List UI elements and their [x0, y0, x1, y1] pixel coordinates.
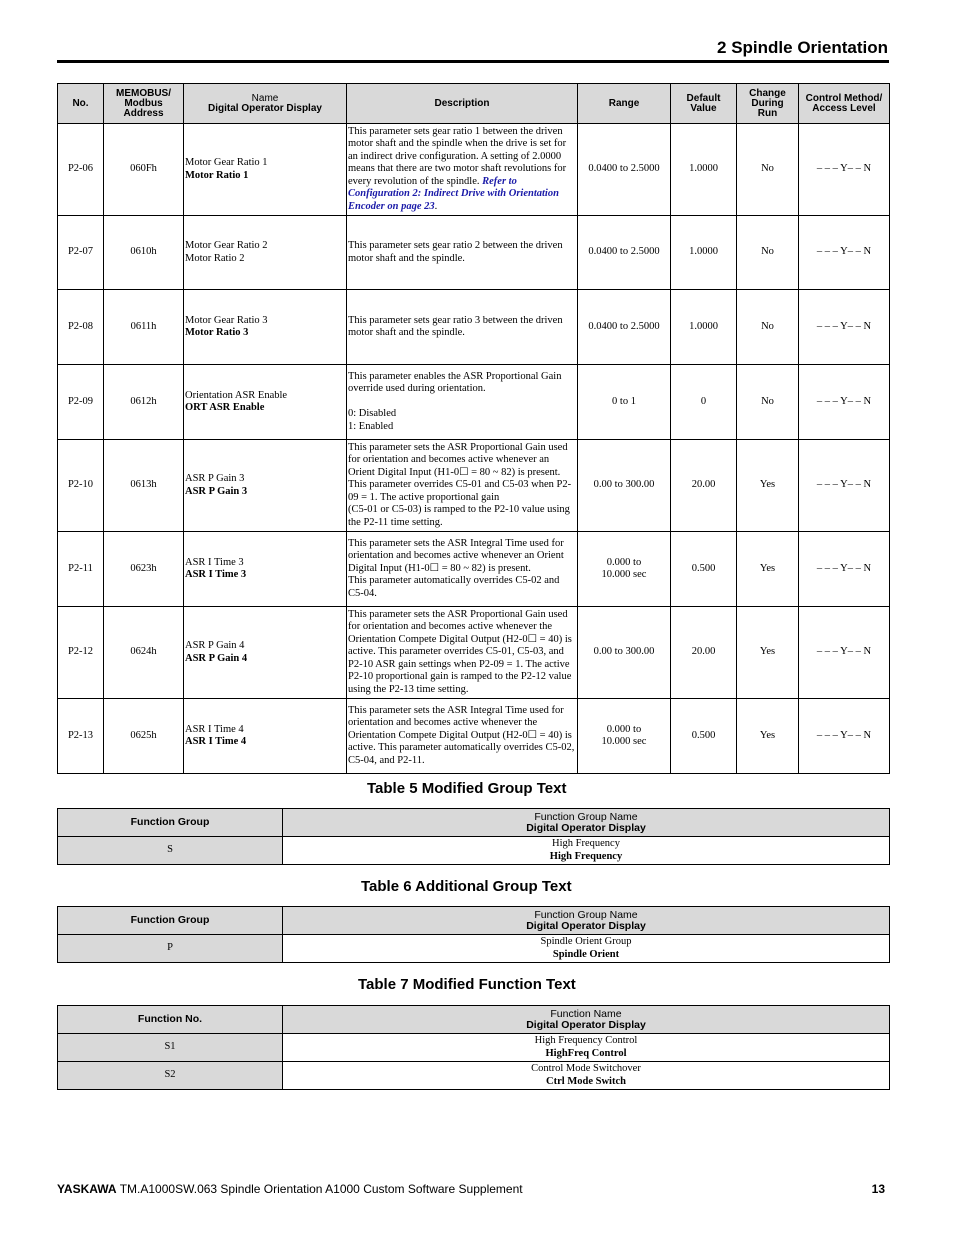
header-range: Range — [578, 84, 671, 124]
param-name-cell — [184, 607, 347, 699]
param-default: 20.00 — [671, 607, 737, 699]
header-description: Description — [347, 84, 578, 124]
param-row — [58, 124, 890, 216]
table7-name: High Frequency Control — [534, 1035, 638, 1046]
header-change: Change During Run — [737, 84, 799, 124]
table7-key: S1 — [58, 1034, 283, 1062]
param-display: ASR I Time 4 — [185, 736, 247, 747]
param-name: Motor Gear Ratio 3 — [185, 314, 268, 326]
param-row — [58, 365, 890, 440]
table6-display: Spindle Orient — [552, 948, 620, 960]
param-description — [347, 532, 578, 607]
table7-display: Ctrl Mode Switch — [546, 1075, 626, 1087]
param-control-method: – – – Y– – N — [799, 290, 890, 365]
param-number: P2-09 — [58, 365, 104, 440]
param-name: ASR P Gain 4 — [185, 640, 245, 652]
param-default: 0.500 — [671, 699, 737, 774]
table6-name: Spindle Orient Group — [540, 936, 632, 947]
table5-name-cell — [283, 837, 890, 865]
param-name: Motor Gear Ratio 1 — [185, 157, 268, 169]
param-address: 0613h — [104, 440, 184, 532]
param-number: P2-11 — [58, 532, 104, 607]
param-control-method: – – – Y– – N — [799, 440, 890, 532]
table5-key: S — [58, 837, 283, 865]
param-display: ASR P Gain 4 — [185, 652, 248, 664]
param-name-cell — [184, 699, 347, 774]
param-name: Orientation ASR Enable — [185, 389, 288, 401]
param-name: ASR P Gain 3 — [185, 473, 245, 485]
table5-display: High Frequency — [549, 850, 623, 862]
param-desc-text: This parameter sets the ASR Integral Time used for orientation and becomes active whenever an Orient Digital Input (H1-0☐ = 80 ~ 82) is present. This parameter automatically overrides C5-02 and C5-04. — [348, 537, 564, 599]
param-name-cell — [184, 216, 347, 290]
table6-header-name: Function Group Name Digital Operator Display — [283, 907, 890, 935]
param-number: P2-10 — [58, 440, 104, 532]
param-desc-text: This parameter enables the ASR Proportional Gain override used during orientation. 0: Disabled 1: Enabled — [348, 370, 562, 432]
param-desc-text: This parameter sets the ASR Proportional Gain used for orientation and becomes active whenever the Orientation Compete Digital Output (H2-0☐ = 40) is active. This parameter overrides C5-01, C5-03, and P2-10 ASR gain settings when P2-09 = 1. The active P2-10 proportional gain is ramped to the P2-12 value using the P2-13 time setting. — [348, 609, 572, 695]
param-range: 0.00 to 300.00 — [578, 440, 671, 532]
title-rule — [57, 60, 889, 63]
param-control-method: – – – Y– – N — [799, 699, 890, 774]
header-default: Default Value — [671, 84, 737, 124]
param-description — [347, 216, 578, 290]
section-title: 2 Spindle Orientation — [717, 38, 888, 57]
param-desc-text: This parameter sets gear ratio 1 between the driven motor shaft and the spindle when the drive is set for an indirect drive configuration. A setting of 2.0000 means that there are two motor shaft revolutions for every revolution of the spindle. — [348, 126, 567, 187]
param-number: P2-12 — [58, 607, 104, 699]
param-change-during-run: Yes — [737, 532, 799, 607]
table7-header-name: Function Name Digital Operator Display — [283, 1006, 890, 1034]
param-address: 0624h — [104, 607, 184, 699]
param-default: 1.0000 — [671, 216, 737, 290]
param-control-method: – – – Y– – N — [799, 124, 890, 216]
param-range: 0.0400 to 2.5000 — [578, 216, 671, 290]
param-address: 0623h — [104, 532, 184, 607]
param-address: 060Fh — [104, 124, 184, 216]
param-change-during-run: Yes — [737, 607, 799, 699]
param-name: ASR I Time 4 — [185, 723, 244, 735]
table5-caption: Table 5 Modified Group Text — [367, 780, 567, 797]
header-control: Control Method/ Access Level — [799, 84, 890, 124]
param-row — [58, 699, 890, 774]
param-control-method: – – – Y– – N — [799, 365, 890, 440]
table7-display: HighFreq Control — [545, 1047, 627, 1059]
param-display: ASR I Time 3 — [185, 569, 247, 580]
header-no: No. — [58, 84, 104, 124]
param-description — [347, 290, 578, 365]
param-address: 0625h — [104, 699, 184, 774]
param-display: ASR P Gain 3 — [185, 485, 248, 497]
parameter-table — [57, 83, 890, 774]
param-number: P2-07 — [58, 216, 104, 290]
param-range: 0.0400 to 2.5000 — [578, 124, 671, 216]
param-description — [347, 365, 578, 440]
param-range: 0.00 to 300.00 — [578, 607, 671, 699]
param-name-cell — [184, 532, 347, 607]
table7-name-cell — [283, 1062, 890, 1090]
table6-key: P — [58, 935, 283, 963]
param-row — [58, 532, 890, 607]
table6-header-group: Function Group — [58, 907, 283, 935]
param-change-during-run: No — [737, 124, 799, 216]
table7-key: S2 — [58, 1062, 283, 1090]
page-number: 13 — [871, 1182, 885, 1196]
footer-brand: YASKAWA — [57, 1182, 117, 1196]
table7-name-cell — [283, 1034, 890, 1062]
param-desc-text: This parameter sets gear ratio 2 between the driven motor shaft and the spindle. — [348, 240, 563, 264]
table6 — [57, 906, 890, 963]
table5-header-name: Function Group Name Digital Operator Display — [283, 809, 890, 837]
param-row — [58, 216, 890, 290]
param-control-method: – – – Y– – N — [799, 216, 890, 290]
param-name: Motor Gear Ratio 2 — [185, 240, 268, 252]
table7-row — [58, 1062, 890, 1090]
param-range: 0.000 to 10.000 sec — [578, 699, 671, 774]
param-control-method: – – – Y– – N — [799, 532, 890, 607]
param-row — [58, 290, 890, 365]
param-default: 0.500 — [671, 532, 737, 607]
table5 — [57, 808, 890, 865]
param-address: 0611h — [104, 290, 184, 365]
param-number: P2-13 — [58, 699, 104, 774]
param-default: 1.0000 — [671, 124, 737, 216]
table6-name-cell — [283, 935, 890, 963]
param-change-during-run: Yes — [737, 699, 799, 774]
param-change-during-run: No — [737, 216, 799, 290]
param-description — [347, 607, 578, 699]
param-range: 0 to 1 — [578, 365, 671, 440]
param-desc-tail: . — [434, 200, 438, 212]
table5-name: High Frequency — [552, 838, 620, 849]
param-desc-text: This parameter sets the ASR Proportional Gain used for orientation and becomes active whenever an Orient Digital Input (H1-0☐ = 80 ~ 82) is present. This parameter overrides C5-01 and C5-03 when P2-09 = 1. The active proportional gain (C5-01 or C5-03) is ramped to the P2-10 value using the P2-11 time setting. — [348, 442, 572, 528]
table5-row — [58, 837, 890, 865]
footer-doc-title: TM.A1000SW.063 Spindle Orientation A1000 Custom Software Supplement — [119, 1182, 523, 1196]
param-default: 20.00 — [671, 440, 737, 532]
table6-row — [58, 935, 890, 963]
param-name-cell — [184, 440, 347, 532]
param-range: 0.0400 to 2.5000 — [578, 290, 671, 365]
param-default: 1.0000 — [671, 290, 737, 365]
param-name: ASR I Time 3 — [185, 556, 244, 568]
header-memobus: MEMOBUS/ Modbus Address — [104, 84, 184, 124]
param-change-during-run: Yes — [737, 440, 799, 532]
parameter-table-header — [58, 84, 890, 124]
header-name: Name Digital Operator Display — [184, 84, 347, 124]
param-number: P2-06 — [58, 124, 104, 216]
table7-name: Control Mode Switchover — [531, 1063, 641, 1074]
param-name-cell — [184, 124, 347, 216]
param-description — [347, 124, 578, 216]
table5-header-group: Function Group — [58, 809, 283, 837]
page-footer — [57, 1182, 885, 1196]
param-display: Motor Ratio 2 — [185, 252, 245, 264]
table7 — [57, 1005, 890, 1090]
param-desc-link[interactable]: Refer to Configuration 2: Indirect Drive with Orientation Encoder on page 23 — [348, 175, 559, 212]
param-row — [58, 607, 890, 699]
table7-caption: Table 7 Modified Function Text — [358, 976, 576, 993]
param-change-during-run: No — [737, 365, 799, 440]
param-change-during-run: No — [737, 290, 799, 365]
param-desc-text: This parameter sets the ASR Integral Time used for orientation and becomes active whenever the Orientation Compete Digital Output (H2-0☐ = 40) is active. This parameter automatically overrides C5-02, C5-04, and P2-11. — [348, 704, 575, 766]
param-number: P2-08 — [58, 290, 104, 365]
param-name-cell — [184, 365, 347, 440]
param-display: Motor Ratio 3 — [185, 327, 249, 338]
param-address: 0612h — [104, 365, 184, 440]
param-range: 0.000 to 10.000 sec — [578, 532, 671, 607]
param-row — [58, 440, 890, 532]
table6-caption: Table 6 Additional Group Text — [361, 878, 572, 895]
param-name-cell — [184, 290, 347, 365]
param-control-method: – – – Y– – N — [799, 607, 890, 699]
param-description — [347, 440, 578, 532]
param-display: ORT ASR Enable — [185, 402, 265, 413]
parameter-rows — [58, 124, 890, 774]
table7-header-number: Function No. — [58, 1006, 283, 1034]
param-description — [347, 699, 578, 774]
table7-row — [58, 1034, 890, 1062]
param-default: 0 — [671, 365, 737, 440]
param-address: 0610h — [104, 216, 184, 290]
param-display: Motor Ratio 1 — [185, 169, 249, 181]
param-desc-text: This parameter sets gear ratio 3 between the driven motor shaft and the spindle. — [348, 314, 563, 338]
